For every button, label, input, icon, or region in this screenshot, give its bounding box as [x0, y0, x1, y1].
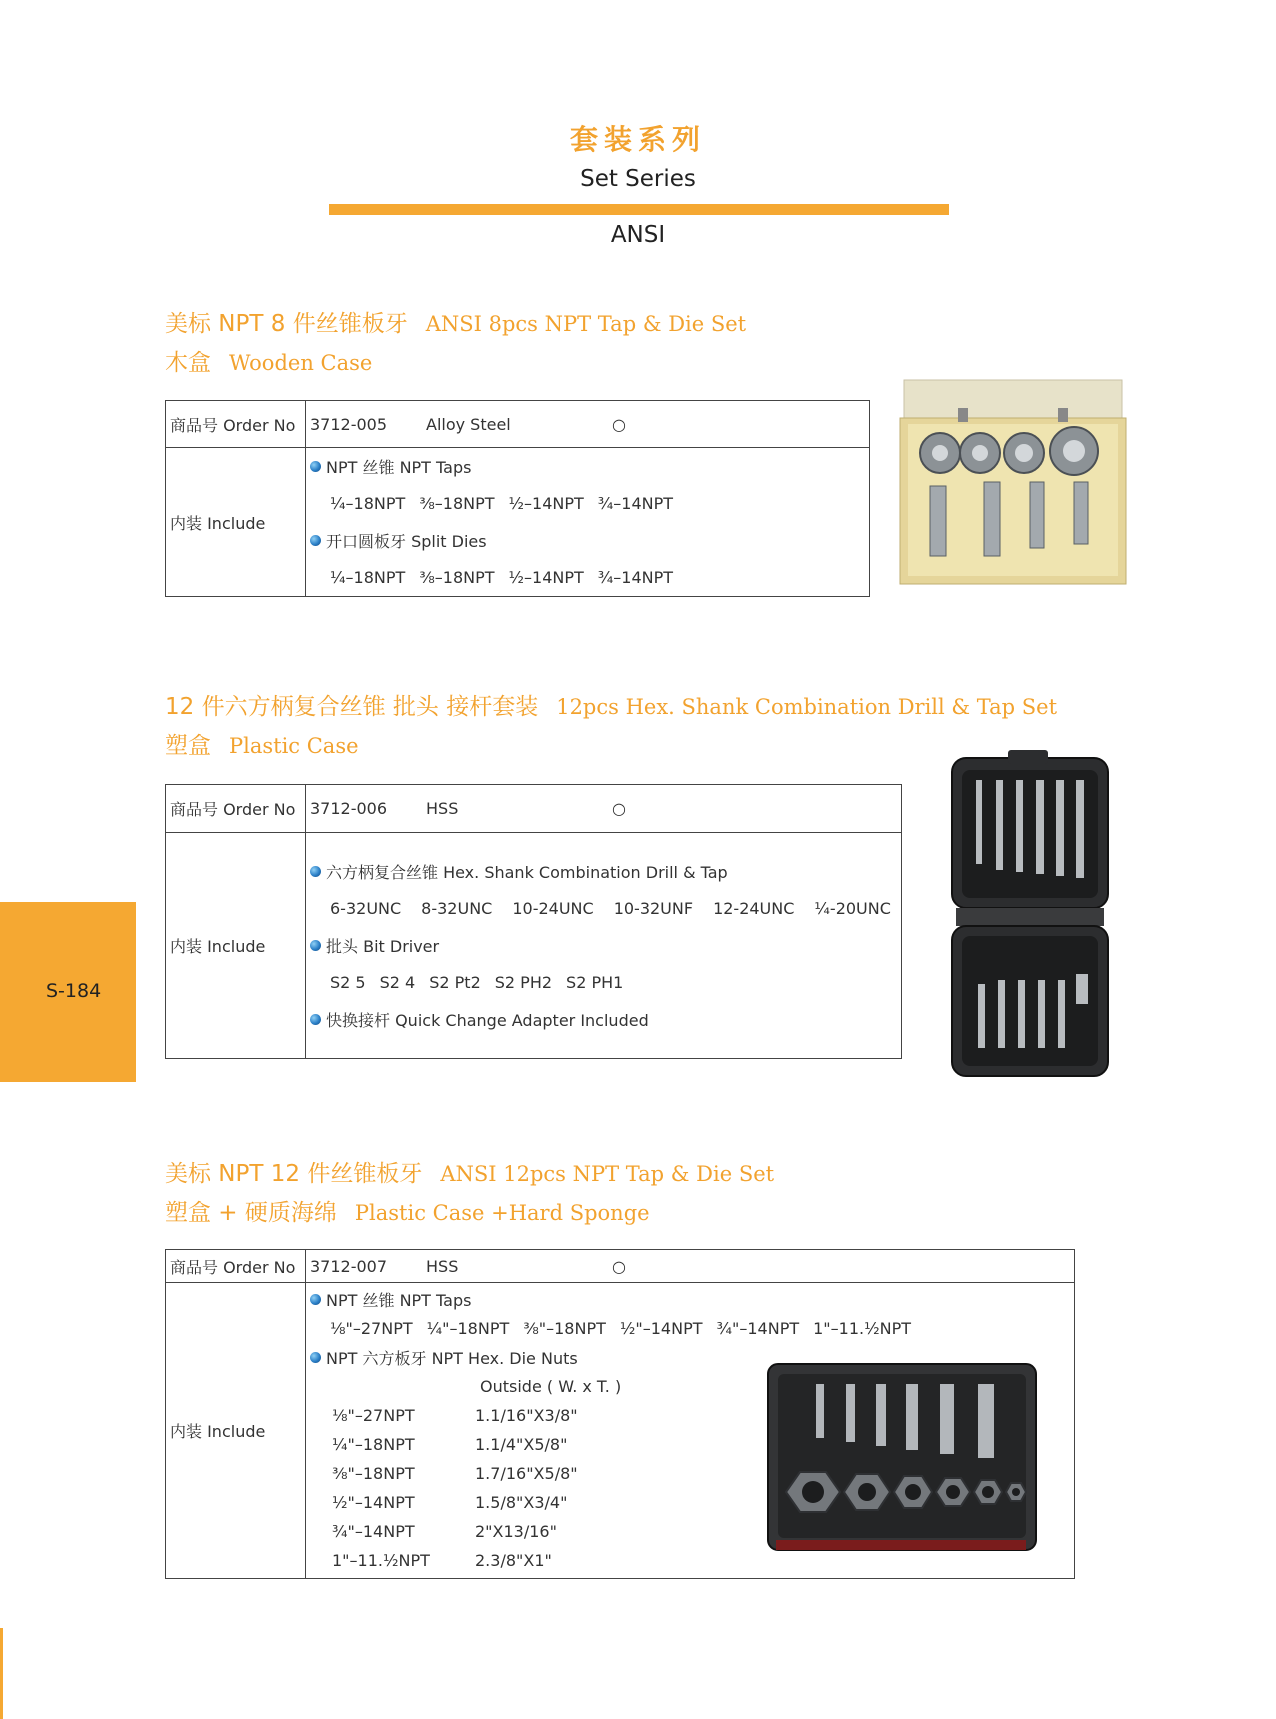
die-nut-row: ½"–14NPT 1.5/8"X3/4"	[332, 1493, 568, 1512]
availability-mark: ○	[612, 799, 626, 818]
product-title-cn: 美标 NPT 8 件丝锥板牙	[165, 311, 408, 337]
group-heading: NPT 六方板牙 NPT Hex. Die Nuts	[310, 1343, 1070, 1372]
order-no-label: 商品号 Order No	[166, 401, 306, 448]
die-nut-row: ¼"–18NPT 1.1/4"X5/8"	[332, 1435, 568, 1454]
product-title-2	[165, 688, 1057, 721]
include-list	[306, 448, 870, 597]
size-list: ¼–18NPT ⅜–18NPT ½–14NPT ¾–14NPT	[330, 568, 674, 587]
case-title-2	[165, 727, 359, 760]
bullet-icon	[310, 461, 321, 472]
availability-mark: ○	[612, 1256, 626, 1276]
header-divider	[329, 204, 949, 215]
case-cn: 木盒	[165, 350, 211, 376]
material: HSS	[426, 1256, 459, 1276]
order-no-label: 商品号 Order No	[166, 1250, 306, 1283]
order-row	[306, 785, 902, 833]
die-nut-row: ¾"–14NPT 2"X13/16"	[332, 1522, 557, 1541]
product-title-cn: 美标 NPT 12 件丝锥板牙	[165, 1161, 423, 1187]
page-tab	[0, 902, 136, 1082]
wooden-case-photo	[898, 378, 1130, 590]
die-nut-row: ⅜"–18NPT 1.7/16"X5/8"	[332, 1464, 578, 1483]
order-no-label: 商品号 Order No	[166, 785, 306, 833]
size-list: ⅛"–27NPT ¼"–18NPT ⅜"–18NPT ½"–14NPT ¾"–14NPT 1"–11.½NPT	[330, 1319, 912, 1338]
section-title-cn: 套装系列	[569, 123, 706, 156]
product-title-1	[165, 305, 746, 338]
size-list: 6-32UNC 8-32UNC 10-24UNC 10-32UNF 12-24UNC ¼-20UNC	[330, 899, 891, 918]
case-en: Plastic Case	[229, 734, 359, 758]
bullet-icon	[310, 1294, 321, 1305]
case-title-1	[165, 344, 372, 377]
order-number: 3712-005	[310, 414, 388, 434]
bullet-icon	[310, 1014, 321, 1025]
group-heading: 批头 Bit Driver	[310, 927, 897, 964]
product-title-en: 12pcs Hex. Shank Combination Drill & Tap Set	[556, 695, 1058, 719]
case-title-3	[165, 1194, 650, 1227]
left-accent-line	[0, 1628, 3, 1719]
group-heading: 开口圆板牙 Split Dies	[310, 522, 865, 559]
include-label: 内装 Include	[166, 448, 306, 597]
product-title-en: ANSI 12pcs NPT Tap & Die Set	[440, 1162, 775, 1186]
group-heading: NPT 丝锥 NPT Taps	[310, 1285, 1070, 1314]
bullet-icon	[310, 940, 321, 951]
order-number: 3712-007	[310, 1256, 388, 1276]
order-row	[306, 1250, 1075, 1283]
include-label: 内装 Include	[166, 1283, 306, 1579]
product-title-cn: 12 件六方柄复合丝锥 批头 接杆套装	[165, 694, 539, 720]
plastic-case-photo	[948, 748, 1112, 1088]
group-heading: 快换接杆 Quick Change Adapter Included	[310, 1001, 897, 1038]
product-title-3	[165, 1155, 774, 1188]
availability-mark: ○	[612, 414, 626, 434]
die-nut-row: ⅛"–27NPT 1.1/16"X3/8"	[332, 1406, 578, 1425]
order-row	[306, 401, 870, 448]
product-title-en: ANSI 8pcs NPT Tap & Die Set	[425, 312, 747, 336]
order-number: 3712-006	[310, 799, 388, 818]
sponge-case-photo	[764, 1362, 1040, 1558]
size-list: ¼–18NPT ⅜–18NPT ½–14NPT ¾–14NPT	[330, 494, 674, 513]
include-list	[306, 833, 902, 1059]
material: Alloy Steel	[426, 414, 511, 434]
bullet-icon	[310, 535, 321, 546]
case-cn: 塑盒 + 硬质海绵	[165, 1200, 337, 1226]
case-en: Wooden Case	[229, 351, 373, 375]
include-label: 内装 Include	[166, 833, 306, 1059]
outside-header: Outside ( W. x T. )	[480, 1377, 622, 1396]
spec-table-2	[165, 784, 902, 1059]
die-nut-row: 1"–11.½NPT 2.3/8"X1"	[332, 1551, 552, 1570]
group-heading: NPT 丝锥 NPT Taps	[310, 448, 865, 485]
bullet-icon	[310, 1352, 321, 1363]
spec-table-1	[165, 400, 870, 597]
material: HSS	[426, 799, 459, 818]
section-title-en: Set Series	[580, 166, 696, 192]
group-heading: 六方柄复合丝锥 Hex. Shank Combination Drill & Tap	[310, 853, 897, 890]
standard-label: ANSI	[610, 222, 666, 248]
bullet-icon	[310, 866, 321, 877]
case-en: Plastic Case +Hard Sponge	[354, 1201, 650, 1225]
size-list: S2 5 S2 4 S2 Pt2 S2 PH2 S2 PH1	[330, 973, 624, 992]
page-number: S-184	[46, 980, 102, 1002]
case-cn: 塑盒	[165, 733, 211, 759]
